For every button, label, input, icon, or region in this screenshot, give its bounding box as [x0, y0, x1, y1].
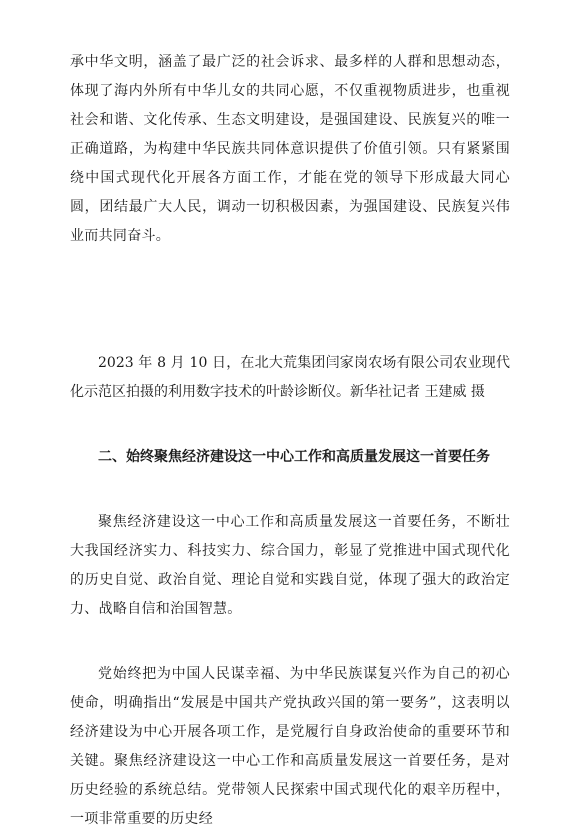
- spacer: [70, 472, 510, 508]
- paragraph-continued: 承中华文明，涵盖了最广泛的社会诉求、最多样的人群和思想动态，体现了海内外所有中华儿女的共同心愿，不仅重视物质进步，也重视社会和谐、文化传承、生态文明建设，是强国建设、民族复兴的唯一正确道路，为构建中华民族共同体意识提供了价值引领。只有紧紧围绕中国式现代化开展各方面工作，才能在党的领导下形成最大同心圆，团结最广大人民，调动一切积极因素，为强国建设、民族复兴伟业而共同奋斗。: [70, 54, 510, 244]
- article-body: [70, 48, 510, 834]
- image-placeholder-gap: [70, 251, 510, 349]
- paragraph: 党始终把为中国人民谋幸福、为中华民族谋复兴作为自己的初心使命，明确指出“发展是中国共产党执政兴国的第一要务”，这表明以经济建设为中心开展各项工作，是党履行自身政治使命的重要环节和关键。聚焦经济建设这一中心工作和高质量发展这一首要任务，是对历史经验的系统总结。党带领人民探索中国式现代化的艰辛历程中，一项非常重要的历史经: [70, 666, 510, 827]
- spacer: [70, 624, 510, 660]
- photo-caption: 2023 年 8 月 10 日，在北大荒集团闫家岗农场有限公司农业现代化示范区拍摄的利用数字技术的叶龄诊断仪。新华社记者 王建威 摄: [70, 355, 510, 400]
- paragraph: 聚焦经济建设这一中心工作和高质量发展这一首要任务，不断壮大我国经济实力、科技实力、综合国力，彰显了党推进中国式现代化的历史自觉、政治自觉、理论自觉和实践自觉，体现了强大的政治定力、战略自信和治国智慧。: [70, 514, 510, 617]
- spacer: [70, 407, 510, 443]
- section-heading: 二、始终聚焦经济建设这一中心工作和高质量发展这一首要任务: [98, 449, 490, 465]
